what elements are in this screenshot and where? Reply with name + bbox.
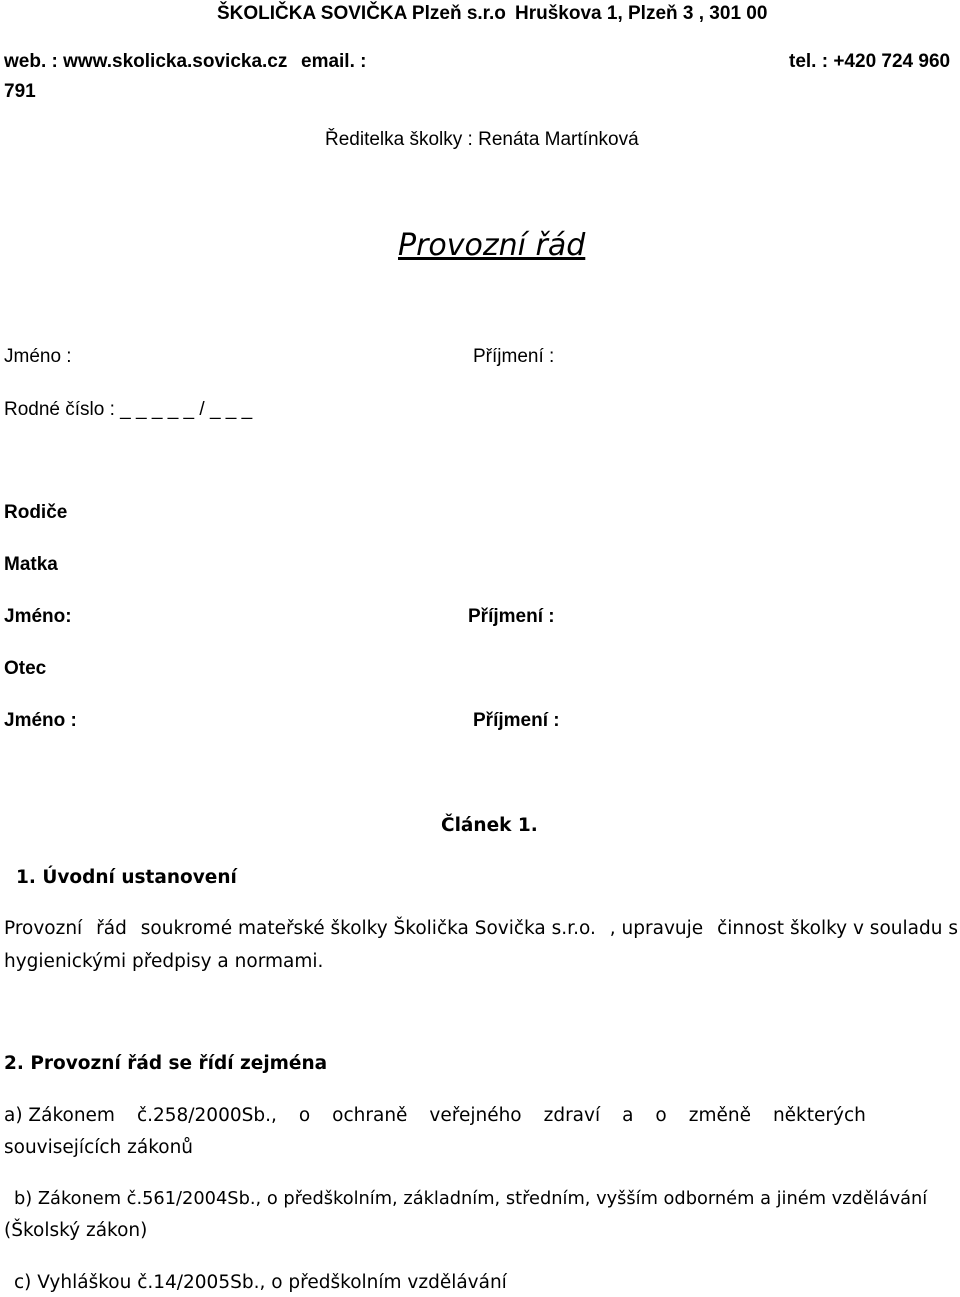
email-label: email. : — [301, 51, 367, 72]
company-name: ŠKOLIČKA SOVIČKA Plzeň s.r.o — [217, 3, 506, 24]
word: některých — [772, 1105, 866, 1126]
section-1-title: 1. Úvodní ustanovení — [16, 867, 237, 888]
word: řád — [96, 918, 127, 939]
word: č.258/2000Sb., — [136, 1105, 277, 1126]
father-name-label: Jméno : — [4, 710, 77, 731]
father-heading: Otec — [4, 658, 47, 679]
word: Provozní — [4, 918, 83, 939]
word: změně — [688, 1105, 751, 1126]
mother-heading: Matka — [4, 554, 58, 575]
mother-surname-label: Příjmení : — [468, 606, 555, 627]
word: činnost školky v souladu s — [717, 918, 958, 939]
phone-number-continued: 791 — [4, 81, 36, 102]
section-2-title: 2. Provozní řád se řídí zejména — [4, 1053, 328, 1074]
item-c-line-1: c) Vyhláškou č.14/2005Sb., o předškolním vzdělávání — [14, 1272, 507, 1293]
word: ochraně — [332, 1105, 408, 1126]
word: zdraví — [543, 1105, 601, 1126]
child-surname-label: Příjmení : — [473, 346, 555, 367]
word: o — [655, 1105, 667, 1126]
word: , upravuje — [609, 918, 704, 939]
word: soukromé mateřské školky Školička Sovička s.r.o. — [140, 918, 596, 939]
company-address: Hruškova 1, Plzeň 3 , 301 00 — [515, 3, 768, 24]
item-a-line-1 — [4, 1104, 866, 1128]
parents-heading: Rodiče — [4, 502, 68, 523]
item-b-line-1: b) Zákonem č.561/2004Sb., o předškolním, základním, středním, vyšším odborném a jiném vzdělávání — [14, 1188, 928, 1209]
word: a — [622, 1105, 634, 1126]
child-name-label: Jméno : — [4, 346, 72, 367]
word: a) Zákonem — [4, 1105, 115, 1126]
web-address: web. : www.skolicka.sovicka.cz — [4, 51, 288, 72]
director-line: Ředitelka školky : Renáta Martínková — [325, 129, 639, 150]
document-title: Provozní řád — [398, 228, 586, 263]
article-heading: Článek 1. — [441, 815, 538, 836]
word: veřejného — [429, 1105, 522, 1126]
mother-name-label: Jméno: — [4, 606, 72, 627]
item-b-line-2: (Školský zákon) — [4, 1220, 148, 1241]
birth-number-label: Rodné číslo : _ _ _ _ _ / _ _ _ — [4, 399, 253, 420]
father-surname-label: Příjmení : — [473, 710, 560, 731]
section-1-line-2: hygienickými předpisy a normami. — [4, 951, 324, 972]
phone-number: tel. : +420 724 960 — [789, 51, 951, 72]
word: o — [298, 1105, 311, 1126]
section-1-line-1 — [4, 917, 958, 941]
item-a-line-2: souvisejících zákonů — [4, 1137, 194, 1158]
